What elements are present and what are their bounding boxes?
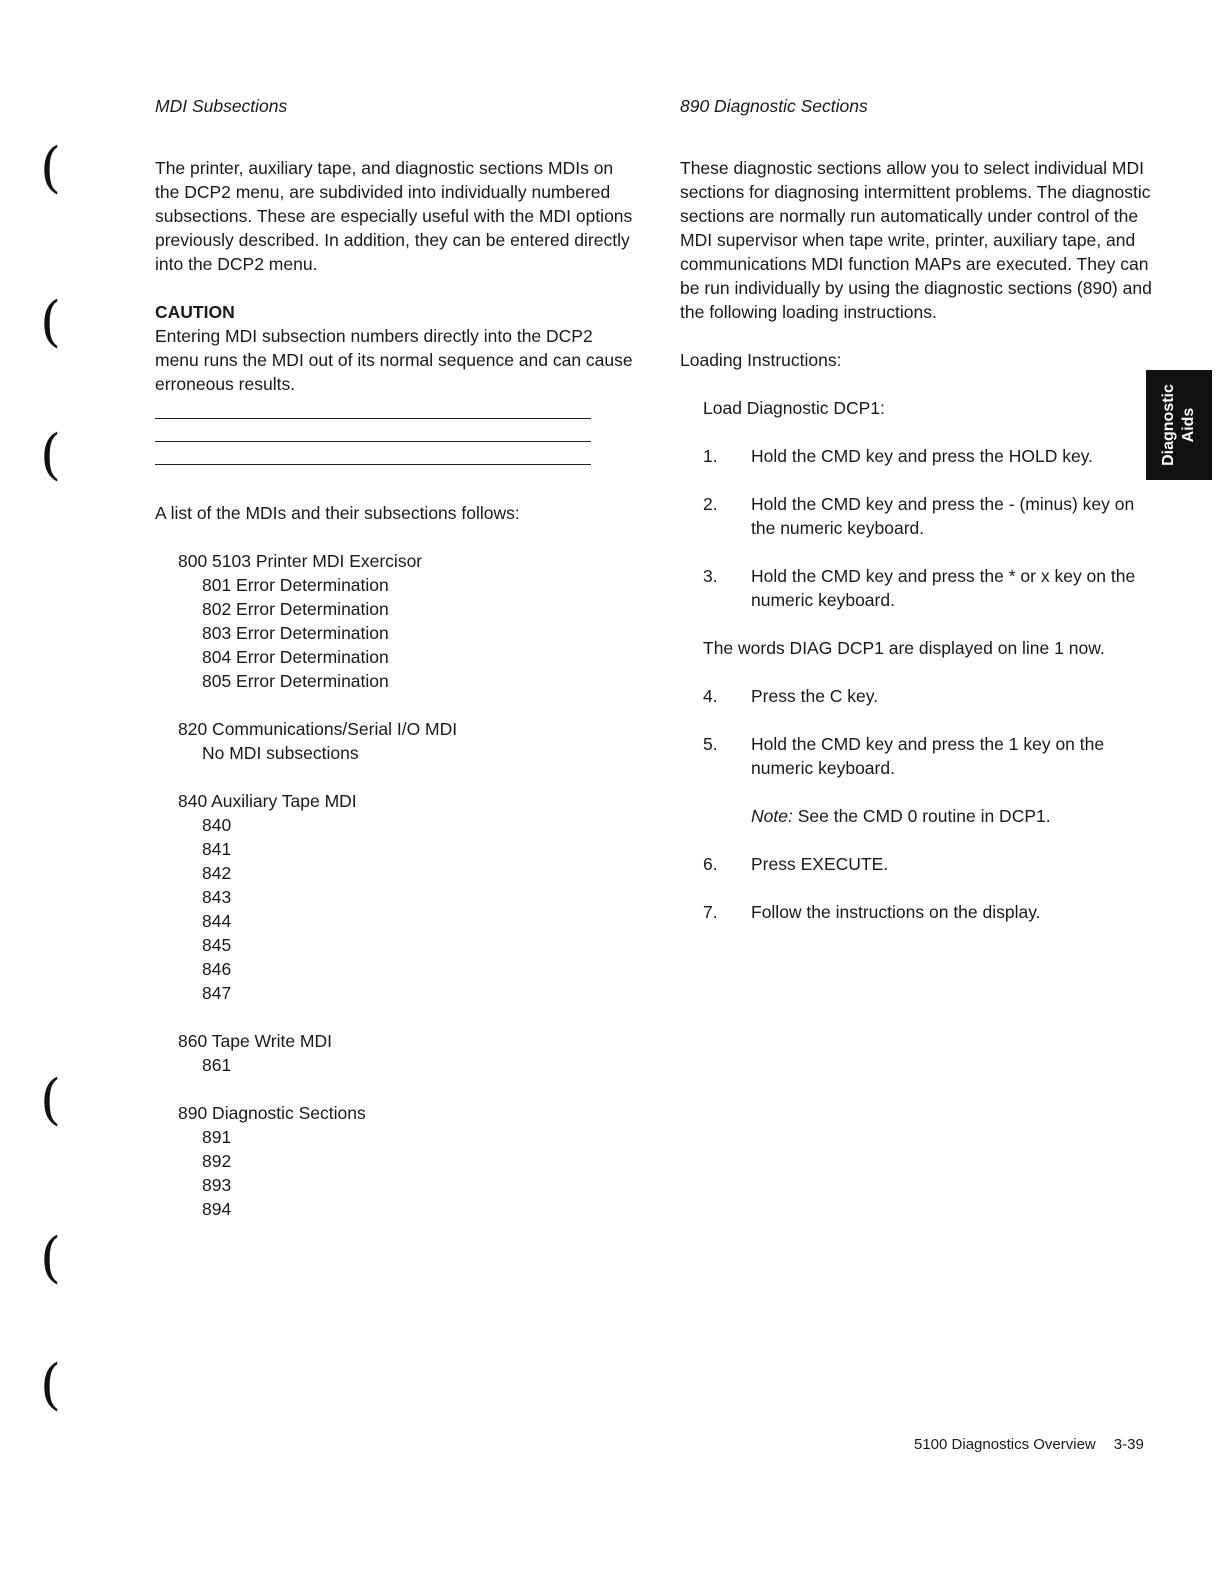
section-tab [1146,370,1212,480]
intro-paragraph: The printer, auxiliary tape, and diagnostic sections MDIs on the DCP2 menu, are subdivided into individually numbered subsections. These are especially useful with the MDI options previously described. In addition, they can be entered directly into the DCP2 menu. [155,158,633,274]
note-label: Note: [751,806,793,826]
step-text: Press the C key. [751,686,879,706]
step-text: Hold the CMD key and press the * or x key on the numeric keyboard. [751,566,1136,610]
mdi-subsection: 802 Error Determination [202,599,389,619]
mdi-subsection: 892 [202,1151,232,1171]
steps-list [680,852,1155,924]
step-number: 3. [703,566,718,586]
blank-line [155,464,591,465]
step-item [703,900,1155,924]
caution-title: CAUTION [155,302,235,322]
note-text: See the CMD 0 routine in DCP1. [797,806,1051,826]
tab-line2: Aids [1180,407,1197,443]
right-column [680,94,1155,924]
mdi-subsection: 801 Error Determination [202,575,389,595]
step-item [703,684,1155,708]
mdi-group-title: 800 5103 Printer MDI Exercisor [178,551,423,571]
mdi-subsection: 847 [202,983,232,1003]
page-number: 3-39 [1113,1436,1144,1453]
step-item [703,492,1155,540]
step-number: 1. [703,446,718,466]
binder-mark: ( [40,1226,62,1289]
displayed-text: The words DIAG DCP1 are displayed on line 1 now. [703,638,1105,658]
section-heading: MDI Subsections [155,96,288,116]
load-dcp1-label: Load Diagnostic DCP1: [703,398,885,418]
mdi-group [178,1101,635,1221]
mdi-subsection: 805 Error Determination [202,671,389,691]
mdi-group [178,789,635,1005]
mdi-list [155,549,635,1221]
mdi-subsection: 840 [202,815,232,835]
binder-mark: ( [40,136,62,199]
step-text: Hold the CMD key and press the HOLD key. [751,446,1094,466]
steps-list [680,444,1155,612]
mdi-group-title: 820 Communications/Serial I/O MDI [178,719,458,739]
blank-line [155,418,591,419]
step-item [703,732,1155,780]
mdi-group-title: 860 Tape Write MDI [178,1031,333,1051]
binder-mark: ( [40,1068,62,1131]
mdi-subsection: 803 Error Determination [202,623,389,643]
mdi-group [178,549,635,693]
step-item [703,444,1155,468]
mdi-subsection: 804 Error Determination [202,647,389,667]
loading-instructions-label: Loading Instructions: [680,350,842,370]
caution-text: Entering MDI subsection numbers directly into the DCP2 menu runs the MDI out of its normal sequence and can cause erroneous results. [155,326,633,394]
step-number: 2. [703,494,718,514]
step-number: 5. [703,734,718,754]
list-intro: A list of the MDIs and their subsections follows: [155,503,520,523]
section-heading: 890 Diagnostic Sections [680,96,868,116]
step-number: 4. [703,686,718,706]
step-item [703,852,1155,876]
mdi-subsection: 841 [202,839,232,859]
steps-list [680,684,1155,780]
mdi-subsection: 843 [202,887,232,907]
tab-line1: Diagnostic [1160,384,1177,466]
step-text: Hold the CMD key and press the - (minus) key on the numeric keyboard. [751,494,1135,538]
mdi-subsection: 842 [202,863,232,883]
step-text: Hold the CMD key and press the 1 key on the numeric keyboard. [751,734,1105,778]
step-item [703,564,1155,612]
mdi-subsection: No MDI subsections [202,743,359,763]
page-footer [914,1433,1144,1457]
step-number: 6. [703,854,718,874]
mdi-subsection: 894 [202,1199,232,1219]
blank-line [155,441,591,442]
mdi-group-title: 890 Diagnostic Sections [178,1103,366,1123]
step-text: Follow the instructions on the display. [751,902,1041,922]
intro-paragraph: These diagnostic sections allow you to select individual MDI sections for diagnosing intermittent problems. The diagnostic sections are normally run automatically under control of the MDI supervisor when tape write, printer, auxiliary tape, and communications MDI function MAPs are executed. They can be run individually by using the diagnostic sections (890) and the following loading instructions. [680,158,1152,322]
mdi-subsection: 846 [202,959,232,979]
mdi-subsection: 893 [202,1175,232,1195]
mdi-group-title: 840 Auxiliary Tape MDI [178,791,357,811]
mdi-group [178,1029,635,1077]
mdi-subsection: 845 [202,935,232,955]
step-text: Press EXECUTE. [751,854,889,874]
binder-mark: ( [40,423,62,486]
binder-mark: ( [40,1353,62,1416]
note [751,804,1155,828]
mdi-subsection: 891 [202,1127,232,1147]
binder-mark: ( [40,290,62,353]
mdi-group [178,717,635,765]
mdi-subsection: 861 [202,1055,232,1075]
mdi-subsection: 844 [202,911,232,931]
footer-title: 5100 Diagnostics Overview [914,1436,1096,1453]
step-number: 7. [703,902,718,922]
left-column [155,94,635,1221]
